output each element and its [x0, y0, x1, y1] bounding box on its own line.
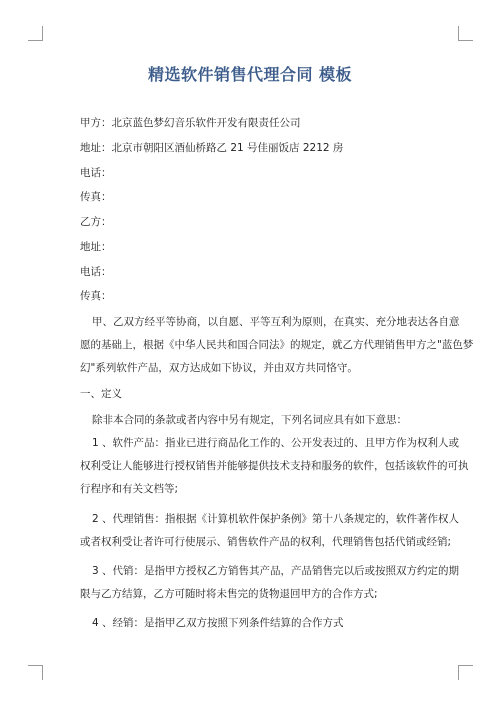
- definition-line: 4 、经销：是指甲乙双方按照下列条件结算的合作方式: [92, 617, 344, 629]
- crop-mark-top-left: [28, 26, 43, 41]
- document-title: 精选软件销售代理合同 模板: [147, 65, 353, 84]
- party-a-phone: 电话：: [80, 167, 112, 179]
- intro-paragraph: [80, 311, 474, 380]
- intro-line: 幻"系列软件产品，双方达成如下协议，并由双方共同恪守。: [80, 362, 358, 374]
- definition-line: 限与乙方结算，乙方可随时将未售完的货物退回甲方的合作方式;: [80, 588, 378, 600]
- party-b-phone: 电话：: [80, 266, 112, 278]
- definition-line: 行程序和有关文档等;: [80, 483, 179, 495]
- party-b-fax: 传真：: [80, 290, 112, 302]
- intro-line: 愿的基础上，根据《中华人民共和国合同法》的规定，就乙方代理销售甲方之"蓝色梦: [80, 339, 474, 351]
- section-1-heading: 一、定义: [80, 388, 122, 400]
- definition-3: [80, 560, 460, 606]
- party-a-fax: 传真：: [80, 191, 112, 203]
- crop-mark-bottom-left: [28, 665, 43, 680]
- party-a-name: 甲方：北京蓝色梦幻音乐软件开发有限责任公司: [80, 117, 301, 129]
- intro-line: 甲、乙双方经平等协商，以自愿、平等互利为原则，在真实、充分地表达各自意: [92, 316, 460, 328]
- definition-line: 权利受让人能够进行授权销售并能够提供技术支持和服务的软件，包括该软件的可执: [80, 460, 469, 472]
- section-1-intro: 除非本合同的条款或者内容中另有规定，下列名词应具有如下意思：: [92, 414, 407, 426]
- definition-line: 或者权利受让者许可行使展示、销售软件产品的权利，代理销售包括代销或经销;: [80, 536, 452, 548]
- party-b-name: 乙方：: [80, 216, 112, 228]
- definition-line: 1 、软件产品：指业已进行商品化工作的、公开发表过的、且甲方作为权利人或: [92, 437, 460, 449]
- definition-line: 3 、代销：是指甲方授权乙方销售其产品，产品销售完以后或按照双方约定的期: [92, 565, 460, 577]
- definition-line: 2 、代理销售：指根据《计算机软件保护条例》第十八条规定的，软件著作权人: [92, 513, 460, 525]
- crop-mark-bottom-right: [458, 665, 473, 680]
- crop-mark-top-right: [458, 26, 473, 41]
- definition-1: [80, 432, 469, 501]
- definition-2: [80, 508, 460, 554]
- party-b-address: 地址：: [80, 241, 112, 253]
- party-a-address: 地址：北京市朝阳区酒仙桥路乙 21 号佳丽饭店 2212 房: [80, 142, 344, 154]
- definition-4: [80, 612, 428, 635]
